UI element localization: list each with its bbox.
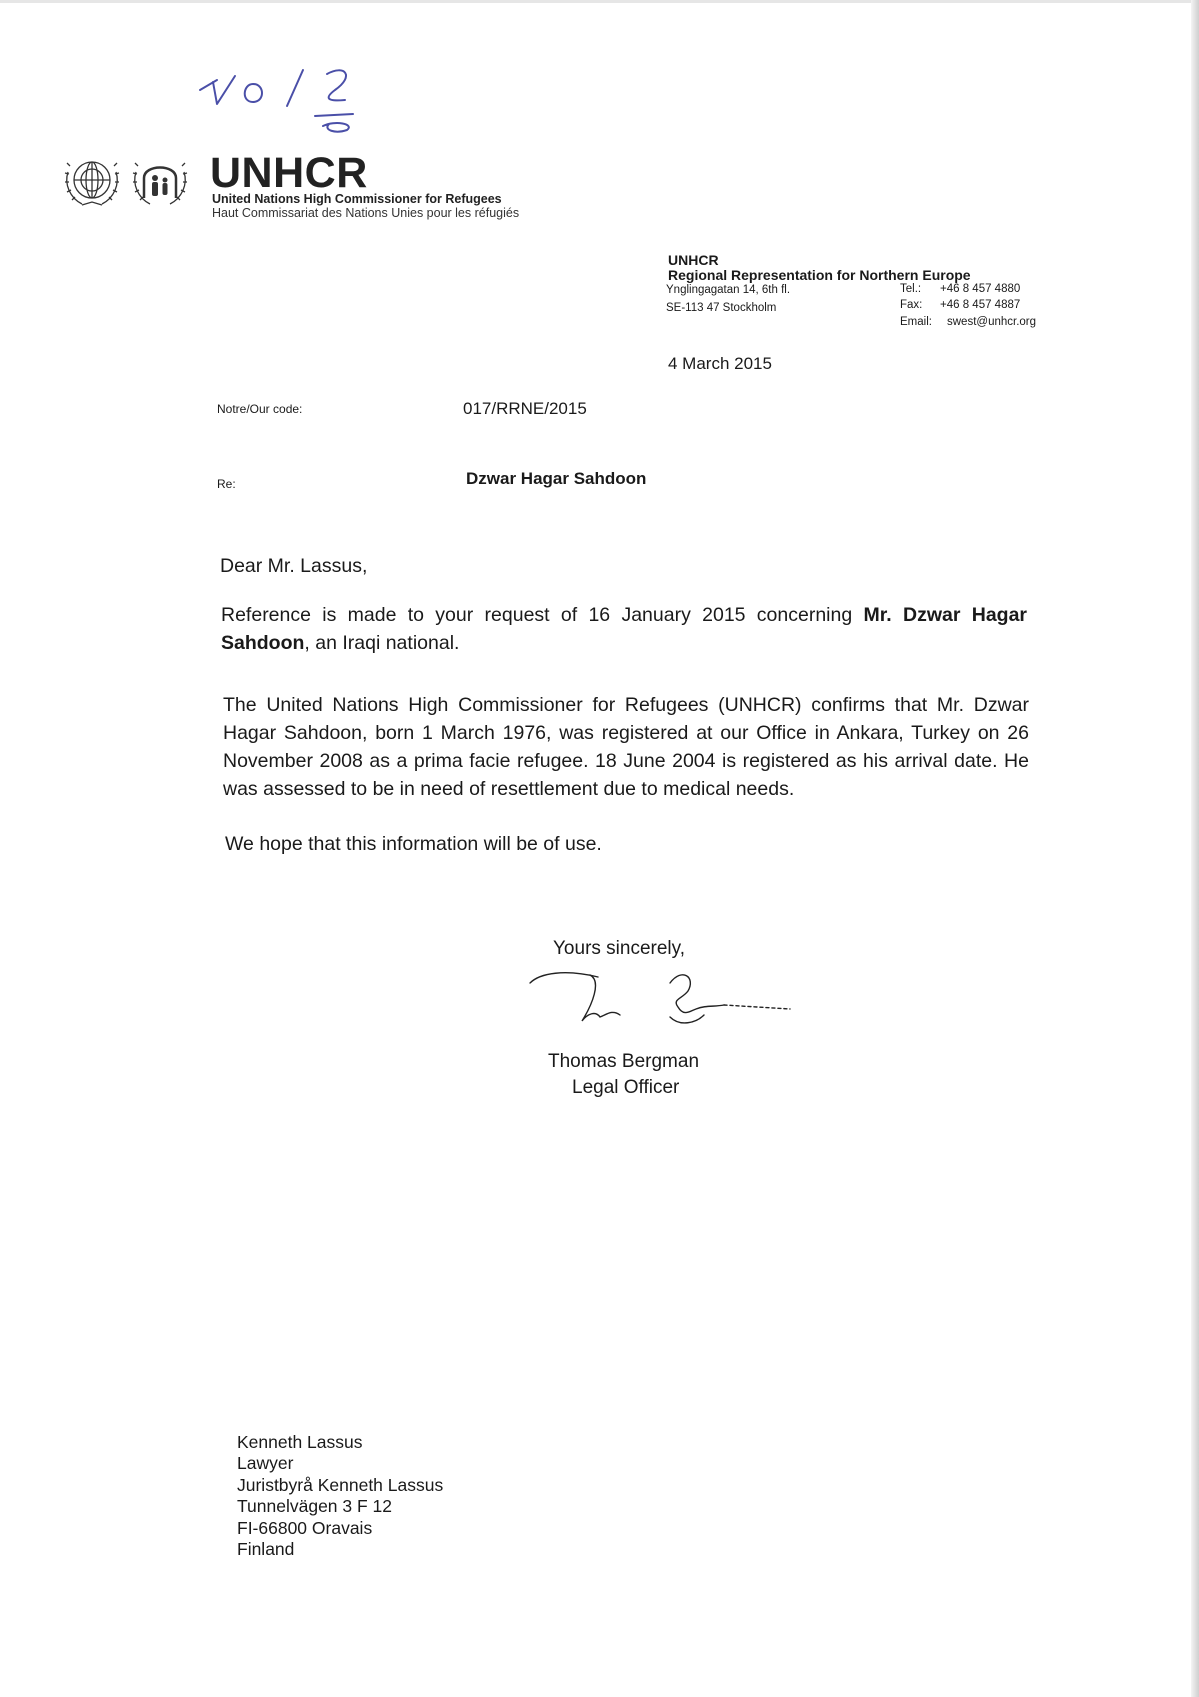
recipient-line: Tunnelvägen 3 F 12 [237,1496,393,1516]
unhcr-emblem-icon [60,152,205,212]
our-code-label: Notre/Our code: [217,402,303,416]
page-right-edge [1191,0,1199,1697]
letter-date: 4 March 2015 [668,354,772,373]
re-label: Re: [217,477,236,491]
org-name-english: United Nations High Commissioner for Refugees [212,192,502,206]
office-street: Ynglingagatan 14, 6th fl. [666,284,791,296]
handwritten-signature [520,965,800,1040]
re-subject: Dzwar Hagar Sahdoon [466,469,647,488]
complimentary-close: Yours sincerely, [553,938,686,959]
office-email [900,316,1036,328]
recipient-line: Juristbyrå Kenneth Lassus [237,1475,444,1495]
recipient-line: Lawyer [237,1453,294,1473]
office-name: UNHCR [668,252,719,268]
recipient-line: FI-66800 Oravais [237,1518,373,1538]
signer-title: Legal Officer [572,1077,680,1098]
signer-name: Thomas Bergman [548,1051,700,1072]
para1-bold-name: Mr. Dzwar Hagar Sahdoon [221,604,1028,654]
para1-start: Reference is made to your request of 16 January 2015 concerning [221,604,864,626]
office-fax [900,299,1020,311]
tel-value: +46 8 457 4880 [940,283,1021,295]
paragraph-reference [221,601,1027,657]
email-value: swest@unhcr.org [947,316,1037,328]
office-unit: Regional Representation for Northern Europe [668,267,971,283]
para1-end: , an Iraqi national. [304,632,460,654]
fax-value: +46 8 457 4887 [940,299,1021,311]
recipient-line: Finland [237,1539,295,1559]
org-name-french: Haut Commissariat des Nations Unies pour les réfugiés [212,206,520,220]
office-tel [900,283,1020,295]
salutation: Dear Mr. Lassus, [220,555,368,577]
handwritten-file-number [195,62,435,152]
page-top-edge [0,0,1199,3]
our-code-value: 017/RRNE/2015 [463,399,587,418]
recipient-line: Kenneth Lassus [237,1432,363,1452]
unhcr-logo-wordmark: UNHCR [210,149,368,197]
paragraph-closing: We hope that this information will be of use. [225,833,602,855]
email-label: Email: [900,316,932,328]
fax-label: Fax: [900,299,923,311]
office-city: SE-113 47 Stockholm [666,302,777,314]
paragraph-confirmation: The United Nations High Commissioner for Refugees (UNHCR) confirms that Mr. Dzwar Hagar Sahdoon, born 1 March 1976, was registered at our Office in Ankara, Turkey on 26 November 2008 as a prima facie refugee. 18 June 2004 is registered as his arrival date. He was assessed to be in need of resettlement due to medical needs. [223,694,1029,800]
tel-label: Tel.: [900,283,922,295]
